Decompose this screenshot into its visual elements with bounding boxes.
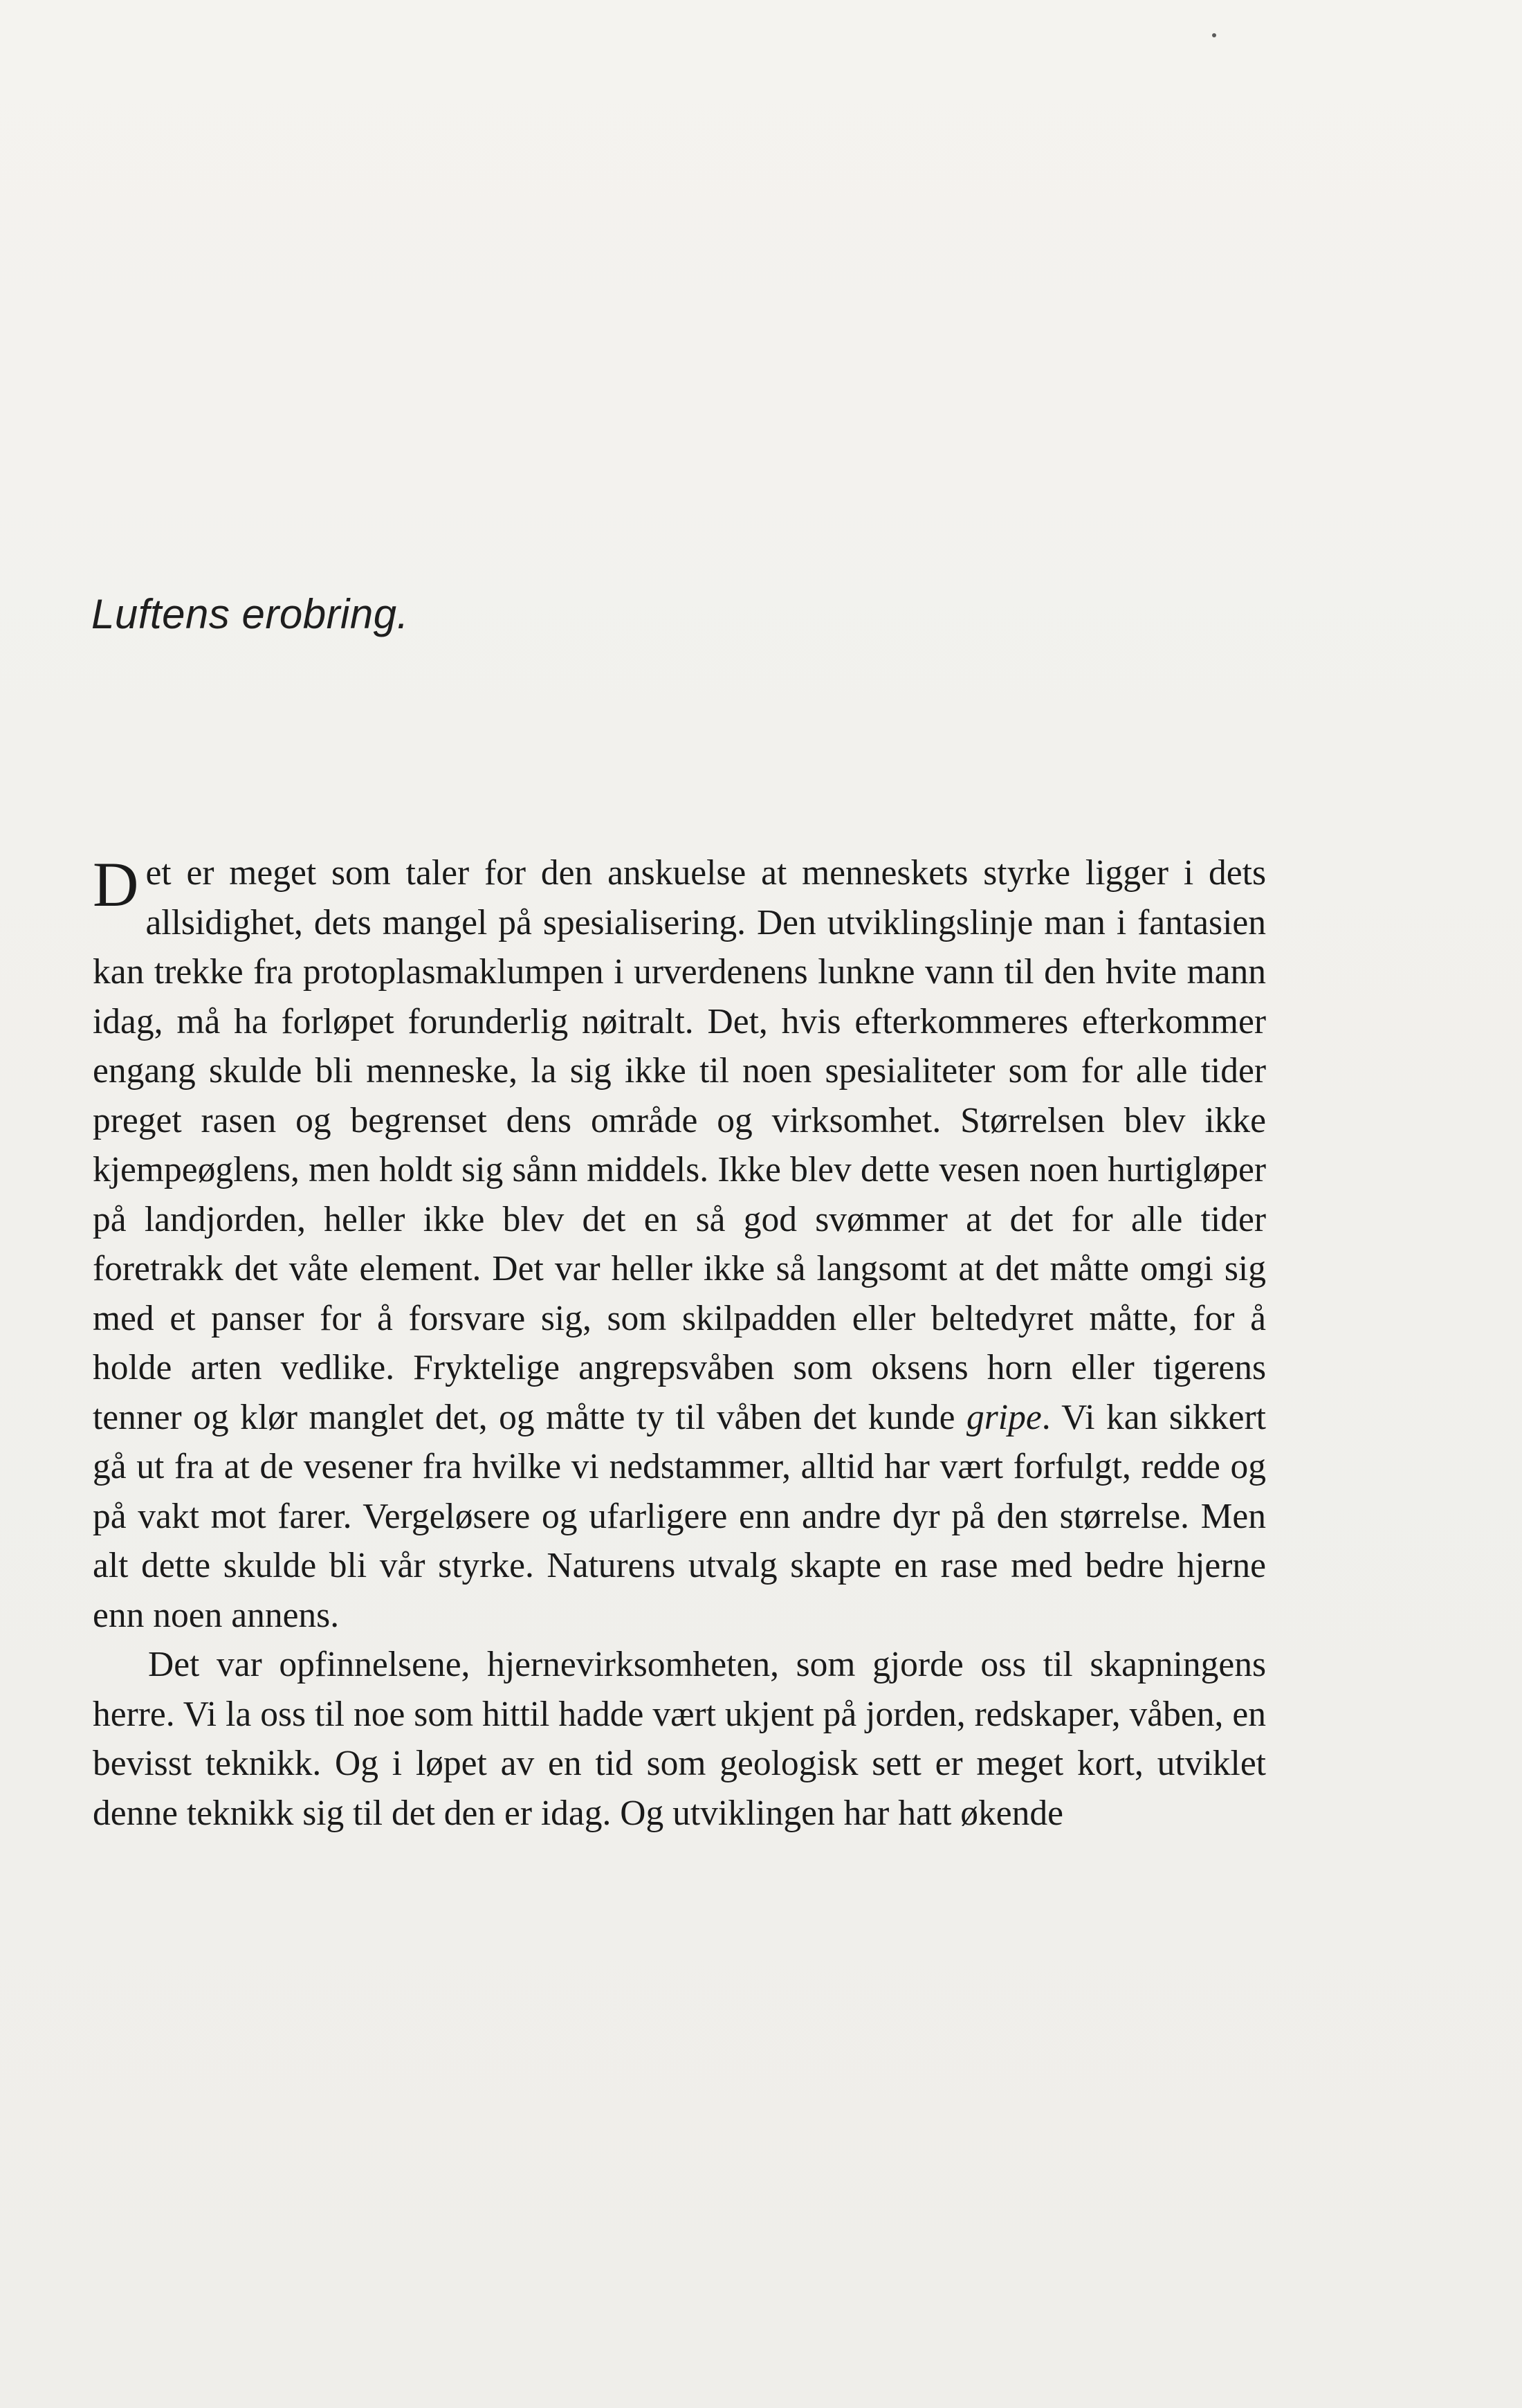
drop-cap: D — [93, 849, 139, 920]
paragraph-1 — [93, 848, 1266, 1640]
paragraph-2 — [93, 1640, 1266, 1838]
chapter-title: Luftens erobring. — [91, 591, 409, 637]
body-text — [93, 848, 1266, 1838]
print-speck — [1212, 33, 1216, 37]
emphasized-word: gripe — [966, 1397, 1042, 1437]
paragraph-1-text-continued: . Vi kan sikkert gå ut fra at de vesener fra hvilke vi nedstammer, alltid har vært forfulgt, redde og på vakt mot farer. Vergeløsere og ufarligere enn andre dyr på den størrelse. Men alt dette skulde bli vår styrke. Naturens utvalg skapte en rase med bedre hjerne enn noen annens. — [93, 1397, 1266, 1635]
paragraph-1-text: et er meget som taler for den anskuelse at menneskets styrke ligger i dets allsidighet, dets mangel på spesialisering. Den utviklingslinje man i fantasien kan trekke fra protoplasmaklumpen i urverdenens lunkne vann til den hvite mann idag, må ha forløpet forunderlig nøitralt. Det, hvis efterkommeres efterkommer engang skulde bli menneske, la sig ikke til noen spesialiteter som for alle tider preget rasen og begrenset dens område og virksomhet. Størrelsen blev ikke kjempeøglens, men holdt sig sånn middels. Ikke blev dette vesen noen hurtigløper på landjorden, heller ikke blev det en så god svømmer at det for alle tider foretrakk det våte element. Det var heller ikke så langsomt at det måtte omgi sig med et panser for å forsvare sig, som skilpadden eller beltedyret måtte, for å holde arten vedlike. Fryktelige angrepsvåben som oksens horn eller tigerens tenner og klør manglet det, og måtte ty til våben det kunde — [93, 853, 1266, 1437]
paragraph-2-text: Det var opfinnelsene, hjernevirksomheten, som gjorde oss til skapningens herre. Vi la oss til noe som hittil hadde vært ukjent på jorden, redskaper, våben, en bevisst teknikk. Og i løpet av en tid som geologisk sett er meget kort, utviklet denne teknikk sig til det den er idag. Og utviklingen har hatt økende — [93, 1645, 1266, 1833]
